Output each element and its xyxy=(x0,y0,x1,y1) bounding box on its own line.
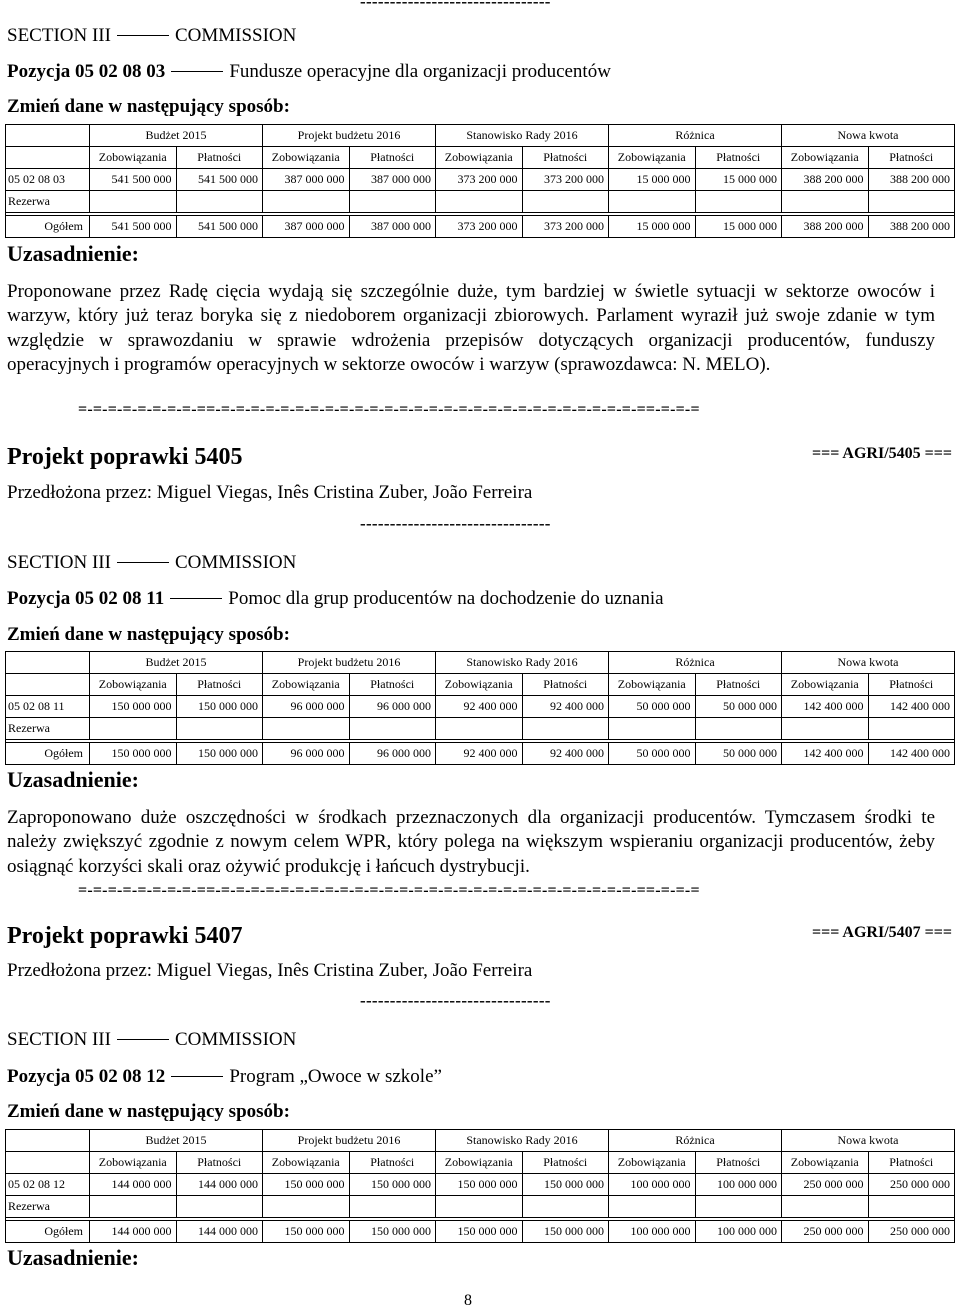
table-cell: 150 000 000 xyxy=(90,696,177,718)
table-corner-cell xyxy=(6,674,90,696)
column-payments: Płatności xyxy=(695,147,782,169)
table-cell: 15 000 000 xyxy=(609,216,696,238)
column-commitments: Zobowiązania xyxy=(782,147,869,169)
budget-line-label: Pozycja 05 02 08 11 xyxy=(7,588,165,609)
table-header-subcolumns xyxy=(6,674,955,696)
row-label: Rezerwa xyxy=(6,1196,90,1218)
table-cell: 373 200 000 xyxy=(522,169,609,191)
budget-table xyxy=(5,651,955,765)
table-header-groups xyxy=(6,1130,955,1152)
table-cell: 144 000 000 xyxy=(176,1174,263,1196)
table-corner-cell xyxy=(6,1130,90,1152)
column-group: Projekt budżetu 2016 xyxy=(263,1130,436,1152)
table-cell: 15 000 000 xyxy=(695,169,782,191)
budget-line-heading xyxy=(7,61,611,83)
column-group: Stanowisko Rady 2016 xyxy=(436,1130,609,1152)
table-cell: 388 200 000 xyxy=(782,169,869,191)
submitted-by: Przedłożona przez: Miguel Viegas, Inês Cristina Zuber, João Ferreira xyxy=(7,960,533,981)
table-cell: 388 200 000 xyxy=(868,216,955,238)
table-header-subcolumns xyxy=(6,1152,955,1174)
table-cell: 100 000 000 xyxy=(609,1174,696,1196)
table-cell: 250 000 000 xyxy=(868,1221,955,1243)
table-cell: 150 000 000 xyxy=(522,1221,609,1243)
table-cell: 373 200 000 xyxy=(436,169,523,191)
table-cell: 50 000 000 xyxy=(609,696,696,718)
column-payments: Płatności xyxy=(695,674,782,696)
column-group: Projekt budżetu 2016 xyxy=(263,652,436,674)
section-name: COMMISSION xyxy=(174,25,297,46)
row-label: 05 02 08 11 xyxy=(6,696,90,718)
table-row-budget-line xyxy=(6,169,955,191)
row-label: 05 02 08 12 xyxy=(6,1174,90,1196)
column-payments: Płatności xyxy=(349,147,436,169)
row-label: 05 02 08 03 xyxy=(6,169,90,191)
column-group: Stanowisko Rady 2016 xyxy=(436,125,609,147)
column-payments: Płatności xyxy=(868,1152,955,1174)
budget-line-label: Pozycja 05 02 08 12 xyxy=(7,1066,166,1087)
table-cell: 541 500 000 xyxy=(176,216,263,238)
table-row-reserve xyxy=(6,1196,955,1218)
em-dash xyxy=(117,562,169,563)
column-group: Nowa kwota xyxy=(782,125,955,147)
page-number: 8 xyxy=(464,1292,472,1309)
amendment-title: Projekt poprawki 5407 xyxy=(7,923,243,949)
table-cell: 150 000 000 xyxy=(263,1174,350,1196)
budget-table xyxy=(5,1129,955,1243)
budget-table xyxy=(5,124,955,238)
table-row-total xyxy=(6,216,955,238)
table-cell: 541 500 000 xyxy=(90,216,177,238)
column-payments: Płatności xyxy=(522,1152,609,1174)
column-commitments: Zobowiązania xyxy=(436,1152,523,1174)
column-group: Nowa kwota xyxy=(782,652,955,674)
em-dash xyxy=(170,598,222,599)
table-row-reserve xyxy=(6,718,955,740)
table-cell: 96 000 000 xyxy=(263,696,350,718)
column-commitments: Zobowiązania xyxy=(609,1152,696,1174)
justification-text: Proponowane przez Radę cięcia wydają się szczególnie duże, tym bardziej w świetle sytuacji w sektorze owoców i warzyw, który już teraz boryka się z niedoborem organizacji zbiorowych. Parlament wyraził już swoje zdanie w tym względzie w sprawozdaniu w sprawie wdrożenia przepisów dotyczących organizacji producentów, funduszy operacyjnych i programów operacyjnych w sektorze owoców i warzyw (sprawozdawca: N. MELO). xyxy=(7,281,935,376)
amendment-separator: =-=-=-=-=-=-=-=-==-=-=-=-=-=-=-=-=-=-=-=-=-=-=-=-=-=-=-=-=-=-=-=-=-=-=-=-=-==-=-=-= xyxy=(78,882,700,899)
table-cell: 150 000 000 xyxy=(349,1221,436,1243)
table-cell: 541 500 000 xyxy=(90,169,177,191)
table-cell: 150 000 000 xyxy=(349,1174,436,1196)
table-row-reserve xyxy=(6,191,955,213)
column-group: Projekt budżetu 2016 xyxy=(263,125,436,147)
change-instruction: Zmień dane w następujący sposób: xyxy=(7,1101,290,1122)
separator-dashes: -------------------------------- xyxy=(360,991,551,1010)
table-cell: 150 000 000 xyxy=(522,1174,609,1196)
separator-dashes: -------------------------------- xyxy=(360,514,551,533)
column-commitments: Zobowiązania xyxy=(263,674,350,696)
table-cell: 50 000 000 xyxy=(695,696,782,718)
em-dash xyxy=(117,35,169,36)
table-cell: 96 000 000 xyxy=(263,743,350,765)
budget-line-title: Fundusze operacyjne dla organizacji producentów xyxy=(229,61,611,82)
table-cell: 541 500 000 xyxy=(176,169,263,191)
justification-text: Zaproponowano duże oszczędności w środkach przeznaczonych dla organizacji producentów. Tymczasem środki te należy zwiększyć zgodnie z nowym celem WPR, który polega na większym wspieraniu organizacji producentów, żeby osiągnąć korzyści skali oraz ożywić produkcję i łańcuch dystrybucji. xyxy=(7,807,935,877)
row-label: Rezerwa xyxy=(6,718,90,740)
table-cell: 142 400 000 xyxy=(868,743,955,765)
column-commitments: Zobowiązania xyxy=(263,1152,350,1174)
column-group: Budżet 2015 xyxy=(90,125,263,147)
column-commitments: Zobowiązania xyxy=(782,674,869,696)
table-cell: 144 000 000 xyxy=(90,1221,177,1243)
table-cell: 250 000 000 xyxy=(782,1221,869,1243)
section-label: SECTION III xyxy=(7,25,111,46)
table-corner-cell xyxy=(6,1152,90,1174)
table-cell: 250 000 000 xyxy=(782,1174,869,1196)
table-cell: 150 000 000 xyxy=(436,1221,523,1243)
section-heading xyxy=(7,1029,296,1051)
table-cell: 387 000 000 xyxy=(349,216,436,238)
change-instruction: Zmień dane w następujący sposób: xyxy=(7,624,290,645)
column-group: Różnica xyxy=(609,652,782,674)
justification-heading: Uzasadnienie: xyxy=(7,241,139,266)
budget-line-label: Pozycja 05 02 08 03 xyxy=(7,61,166,82)
table-header-groups xyxy=(6,125,955,147)
table-header-groups xyxy=(6,652,955,674)
table-cell: 15 000 000 xyxy=(609,169,696,191)
column-commitments: Zobowiązania xyxy=(263,147,350,169)
column-commitments: Zobowiązania xyxy=(90,674,177,696)
table-cell: 92 400 000 xyxy=(522,743,609,765)
table-cell: 388 200 000 xyxy=(782,216,869,238)
amendment-title: Projekt poprawki 5405 xyxy=(7,444,243,470)
column-group: Budżet 2015 xyxy=(90,1130,263,1152)
column-commitments: Zobowiązania xyxy=(609,674,696,696)
table-cell: 96 000 000 xyxy=(349,743,436,765)
column-payments: Płatności xyxy=(868,674,955,696)
row-label: Rezerwa xyxy=(6,191,90,213)
table-cell: 387 000 000 xyxy=(349,169,436,191)
amendment-separator: =-=-=-=-=-=-=-=-==-=-=-=-=-=-=-=-=-=-=-=-=-=-=-=-=-=-=-=-=-=-=-=-=-=-=-=-=-==-=-=-= xyxy=(78,401,700,418)
table-cell: 142 400 000 xyxy=(782,696,869,718)
column-payments: Płatności xyxy=(522,147,609,169)
table-row-total xyxy=(6,1221,955,1243)
table-cell: 50 000 000 xyxy=(695,743,782,765)
table-header-subcolumns xyxy=(6,147,955,169)
em-dash xyxy=(171,71,223,72)
column-payments: Płatności xyxy=(176,1152,263,1174)
table-cell: 387 000 000 xyxy=(263,169,350,191)
table-cell: 150 000 000 xyxy=(436,1174,523,1196)
justification-heading: Uzasadnienie: xyxy=(7,1245,139,1270)
column-group: Różnica xyxy=(609,125,782,147)
em-dash xyxy=(117,1039,169,1040)
column-commitments: Zobowiązania xyxy=(609,147,696,169)
table-row-budget-line xyxy=(6,696,955,718)
table-cell: 100 000 000 xyxy=(695,1221,782,1243)
change-instruction: Zmień dane w następujący sposób: xyxy=(7,96,290,117)
table-corner-cell xyxy=(6,652,90,674)
table-cell: 150 000 000 xyxy=(176,696,263,718)
column-payments: Płatności xyxy=(695,1152,782,1174)
amendment-reference: === AGRI/5407 === xyxy=(811,924,952,941)
table-cell: 150 000 000 xyxy=(176,743,263,765)
column-commitments: Zobowiązania xyxy=(90,1152,177,1174)
section-label: SECTION III xyxy=(7,1029,111,1050)
table-cell: 250 000 000 xyxy=(868,1174,955,1196)
table-cell: 15 000 000 xyxy=(695,216,782,238)
column-payments: Płatności xyxy=(868,147,955,169)
column-payments: Płatności xyxy=(349,1152,436,1174)
table-cell: 144 000 000 xyxy=(176,1221,263,1243)
column-commitments: Zobowiązania xyxy=(90,147,177,169)
table-corner-cell xyxy=(6,147,90,169)
table-cell: 92 400 000 xyxy=(436,743,523,765)
table-cell: 92 400 000 xyxy=(436,696,523,718)
table-cell: 150 000 000 xyxy=(263,1221,350,1243)
column-commitments: Zobowiązania xyxy=(436,674,523,696)
row-label: Ogółem xyxy=(6,216,90,238)
column-group: Nowa kwota xyxy=(782,1130,955,1152)
column-commitments: Zobowiązania xyxy=(782,1152,869,1174)
table-cell: 387 000 000 xyxy=(263,216,350,238)
budget-line-heading xyxy=(7,588,664,610)
column-group: Różnica xyxy=(609,1130,782,1152)
table-cell: 100 000 000 xyxy=(695,1174,782,1196)
column-group: Stanowisko Rady 2016 xyxy=(436,652,609,674)
row-label: Ogółem xyxy=(6,743,90,765)
column-payments: Płatności xyxy=(522,674,609,696)
table-corner-cell xyxy=(6,125,90,147)
separator-dashes: -------------------------------- xyxy=(360,0,551,11)
table-cell: 142 400 000 xyxy=(868,696,955,718)
column-group: Budżet 2015 xyxy=(90,652,263,674)
table-cell: 150 000 000 xyxy=(90,743,177,765)
column-payments: Płatności xyxy=(176,147,263,169)
section-heading xyxy=(7,25,296,47)
em-dash xyxy=(171,1076,223,1077)
section-label: SECTION III xyxy=(7,552,111,573)
budget-line-title: Pomoc dla grup producentów na dochodzenie do uznania xyxy=(228,588,664,609)
column-payments: Płatności xyxy=(176,674,263,696)
table-cell: 92 400 000 xyxy=(522,696,609,718)
section-name: COMMISSION xyxy=(174,1029,297,1050)
table-cell: 96 000 000 xyxy=(349,696,436,718)
row-label: Ogółem xyxy=(6,1221,90,1243)
budget-line-title: Program „Owoce w szkole” xyxy=(229,1066,442,1087)
table-cell: 100 000 000 xyxy=(609,1221,696,1243)
table-row-budget-line xyxy=(6,1174,955,1196)
table-cell: 373 200 000 xyxy=(436,216,523,238)
submitted-by: Przedłożona przez: Miguel Viegas, Inês Cristina Zuber, João Ferreira xyxy=(7,482,533,503)
table-cell: 373 200 000 xyxy=(522,216,609,238)
section-heading xyxy=(7,552,296,574)
column-payments: Płatności xyxy=(349,674,436,696)
budget-line-heading xyxy=(7,1066,442,1088)
table-cell: 50 000 000 xyxy=(609,743,696,765)
column-commitments: Zobowiązania xyxy=(436,147,523,169)
table-row-total xyxy=(6,743,955,765)
amendment-reference: === AGRI/5405 === xyxy=(811,445,952,462)
section-name: COMMISSION xyxy=(174,552,297,573)
table-cell: 142 400 000 xyxy=(782,743,869,765)
table-cell: 144 000 000 xyxy=(90,1174,177,1196)
table-cell: 388 200 000 xyxy=(868,169,955,191)
justification-heading: Uzasadnienie: xyxy=(7,767,139,792)
